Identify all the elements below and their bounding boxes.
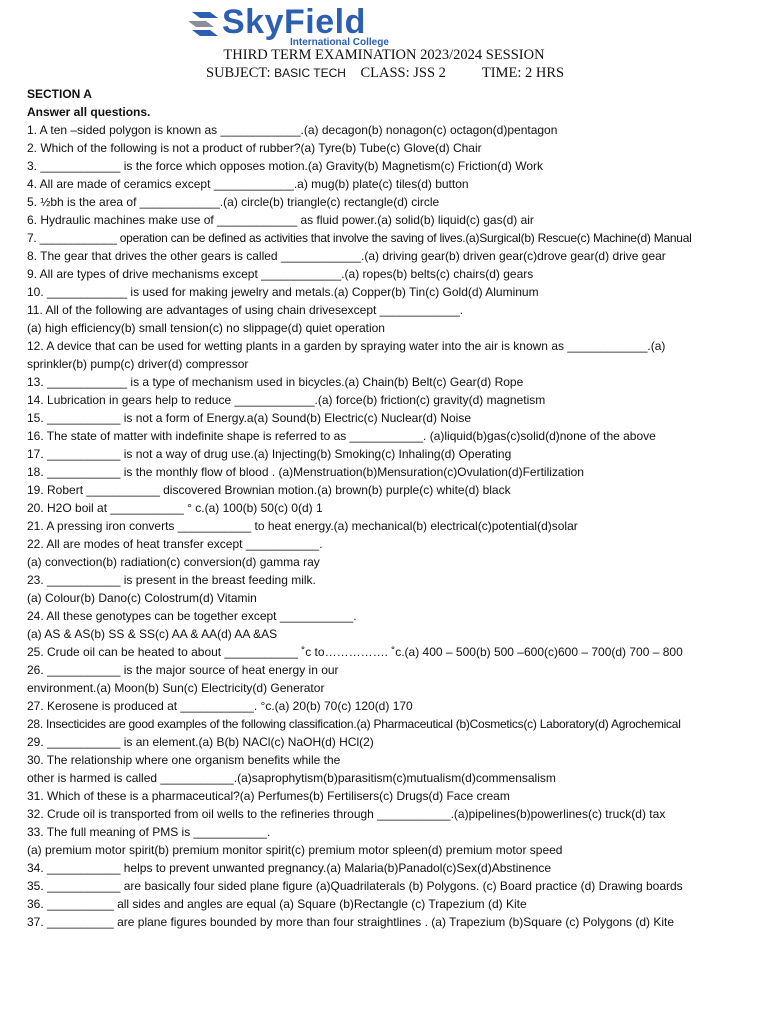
question-list: [27, 85, 762, 949]
question-line: 19. Robert ___________ discovered Brownian motion.(a) brown(b) purple(c) white(d) black: [27, 483, 511, 497]
question-line: 23. ___________ is present in the breast feeding milk.: [27, 573, 316, 587]
question-line: 16. The state of matter with indefinite shape is referred to as ___________. (a)liquid(b)gas(c)solid(d)none of the above: [27, 429, 656, 443]
question-line: 20. H2O boil at ___________ ° c.(a) 100(b) 50(c) 0(d) 1: [27, 501, 323, 515]
subject-value: BASIC TECH: [274, 66, 346, 80]
question-line: [27, 931, 762, 949]
logo-chevrons-icon: [188, 10, 222, 42]
question-line: 30. The relationship where one organism benefits while the: [27, 753, 341, 767]
question-line: 12. A device that can be used for wetting plants in a garden by spraying water into the air is known as ____________.(a): [27, 339, 666, 353]
question-line: 14. Lubrication in gears help to reduce ____________.(a) force(b) friction(c) gravity(d) magnetism: [27, 393, 546, 407]
question-line: 28. Insecticides are good examples of the following classification.(a) Pharmaceutical (b)Cosmetics(c) Laboratory(d) Agrochemical: [27, 717, 681, 731]
question-line: 35. ___________ are basically four sided plane figure (a)Quadrilaterals (b) Polygons. (c) Board practice (d) Drawing boards: [27, 879, 683, 893]
question-line: (a) high efficiency(b) small tension(c) no slippage(d) quiet operation: [27, 321, 385, 335]
subject-label: SUBJECT:: [206, 65, 271, 81]
question-line: 33. The full meaning of PMS is ___________.: [27, 825, 271, 839]
question-line: 29. ___________ is an element.(a) B(b) NACl(c) NaOH(d) HCl(2): [27, 735, 374, 749]
exam-details: [206, 64, 564, 82]
question-line: 1. A ten –sided polygon is known as ____________.(a) decagon(b) nonagon(c) octagon(d)pentagon: [27, 123, 558, 137]
question-line: 37. __________ are plane figures bounded by more than four straightlines . (a) Trapezium (b)Square (c) Polygons (d) Kite: [27, 915, 675, 929]
question-line: 25. Crude oil can be heated to about ___________ ˚c to……………. ˚c.(a) 400 – 500(b) 500 –600(c)600 – 700(d) 700 – 800: [27, 645, 683, 659]
question-line: 18. ___________ is the monthly flow of blood . (a)Menstruation(b)Mensuration(c)Ovulation(d)Fertilization: [27, 465, 584, 479]
section-title: SECTION A: [27, 87, 92, 101]
question-line: 17. ___________ is not a way of drug use.(a) Injecting(b) Smoking(c) Inhaling(d) Operating: [27, 447, 512, 461]
question-line: 34. ___________ helps to prevent unwanted pregnancy.(a) Malaria(b)Panadol(c)Sex(d)Abstinence: [27, 861, 552, 875]
school-logo: [188, 3, 420, 50]
question-line: 11. All of the following are advantages of using chain drivesexcept ____________.: [27, 303, 464, 317]
question-line: 36. __________ all sides and angles are equal (a) Square (b)Rectangle (c) Trapezium (d) Kite: [27, 897, 527, 911]
question-line: 2. Which of the following is not a product of rubber?(a) Tyre(b) Tube(c) Glove(d) Chair: [27, 141, 482, 155]
logo-subtitle: International College: [290, 37, 389, 48]
question-line: (a) Colour(b) Dano(c) Colostrum(d) Vitamin: [27, 591, 257, 605]
question-line: 31. Which of these is a pharmaceutical?(a) Perfumes(b) Fertilisers(c) Drugs(d) Face cream: [27, 789, 510, 803]
question-line: 27. Kerosene is produced at ___________. °c.(a) 20(b) 70(c) 120(d) 170: [27, 699, 413, 713]
question-line: 24. All these genotypes can be together except ___________.: [27, 609, 357, 623]
time-label: TIME: 2 HRS: [481, 65, 565, 81]
question-line: other is harmed is called ___________.(a)saprophytism(b)parasitism(c)mutualism(d)commensalism: [27, 771, 556, 785]
question-line: (a) AS & AS(b) SS & SS(c) AA & AA(d) AA &AS: [27, 627, 278, 641]
question-line: 13. ____________ is a type of mechanism used in bicycles.(a) Chain(b) Belt(c) Gear(d) Rope: [27, 375, 524, 389]
question-line: 6. Hydraulic machines make use of ____________ as fluid power.(a) solid(b) liquid(c) gas(d) air: [27, 213, 534, 227]
question-line: 7. ____________ operation can be defined as activities that involve the saving of lives.(a)Surgical(b) Rescue(c) Machine(d) Manual: [27, 231, 692, 245]
question-line: 26. ___________ is the major source of heat energy in our: [27, 663, 339, 677]
question-line: 9. All are types of drive mechanisms except ____________.(a) ropes(b) belts(c) chairs(d) gears: [27, 267, 534, 281]
question-line: 22. All are modes of heat transfer except ___________.: [27, 537, 323, 551]
question-line: (a) premium motor spirit(b) premium monitor spirit(c) premium motor spleen(d) premium motor speed: [27, 843, 563, 857]
class-label: CLASS: JSS 2: [360, 65, 446, 81]
question-line: 8. The gear that drives the other gears is called ____________.(a) driving gear(b) driven gear(c)drove gear(d) drive gear: [27, 249, 666, 263]
question-line: 32. Crude oil is transported from oil wells to the refineries through ___________.(a)pipelines(b)powerlines(c) truck(d) tax: [27, 807, 666, 821]
question-line: 10. ____________ is used for making jewelry and metals.(a) Copper(b) Tin(c) Gold(d) Aluminum: [27, 285, 539, 299]
question-line: 15. ___________ is not a form of Energy.a(a) Sound(b) Electric(c) Nuclear(d) Noise: [27, 411, 471, 425]
section-instruction: Answer all questions.: [27, 105, 151, 119]
exam-title: THIRD TERM EXAMINATION 2023/2024 SESSION: [223, 47, 545, 63]
question-line: 3. ____________ is the force which opposes motion.(a) Gravity(b) Magnetism(c) Friction(d) Work: [27, 159, 543, 173]
question-line: sprinkler(b) pump(c) driver(d) compressor: [27, 357, 249, 371]
question-line: environment.(a) Moon(b) Sun(c) Electricity(d) Generator: [27, 681, 325, 695]
logo-name: SkyField: [222, 3, 366, 41]
question-line: 21. A pressing iron converts ___________ to heat energy.(a) mechanical(b) electrical(c)potential(d)solar: [27, 519, 578, 533]
question-line: 5. ½bh is the area of ____________.(a) circle(b) triangle(c) rectangle(d) circle: [27, 195, 440, 209]
question-line: 4. All are made of ceramics except ____________.a) mug(b) plate(c) tiles(d) button: [27, 177, 469, 191]
question-line: (a) convection(b) radiation(c) conversion(d) gamma ray: [27, 555, 320, 569]
